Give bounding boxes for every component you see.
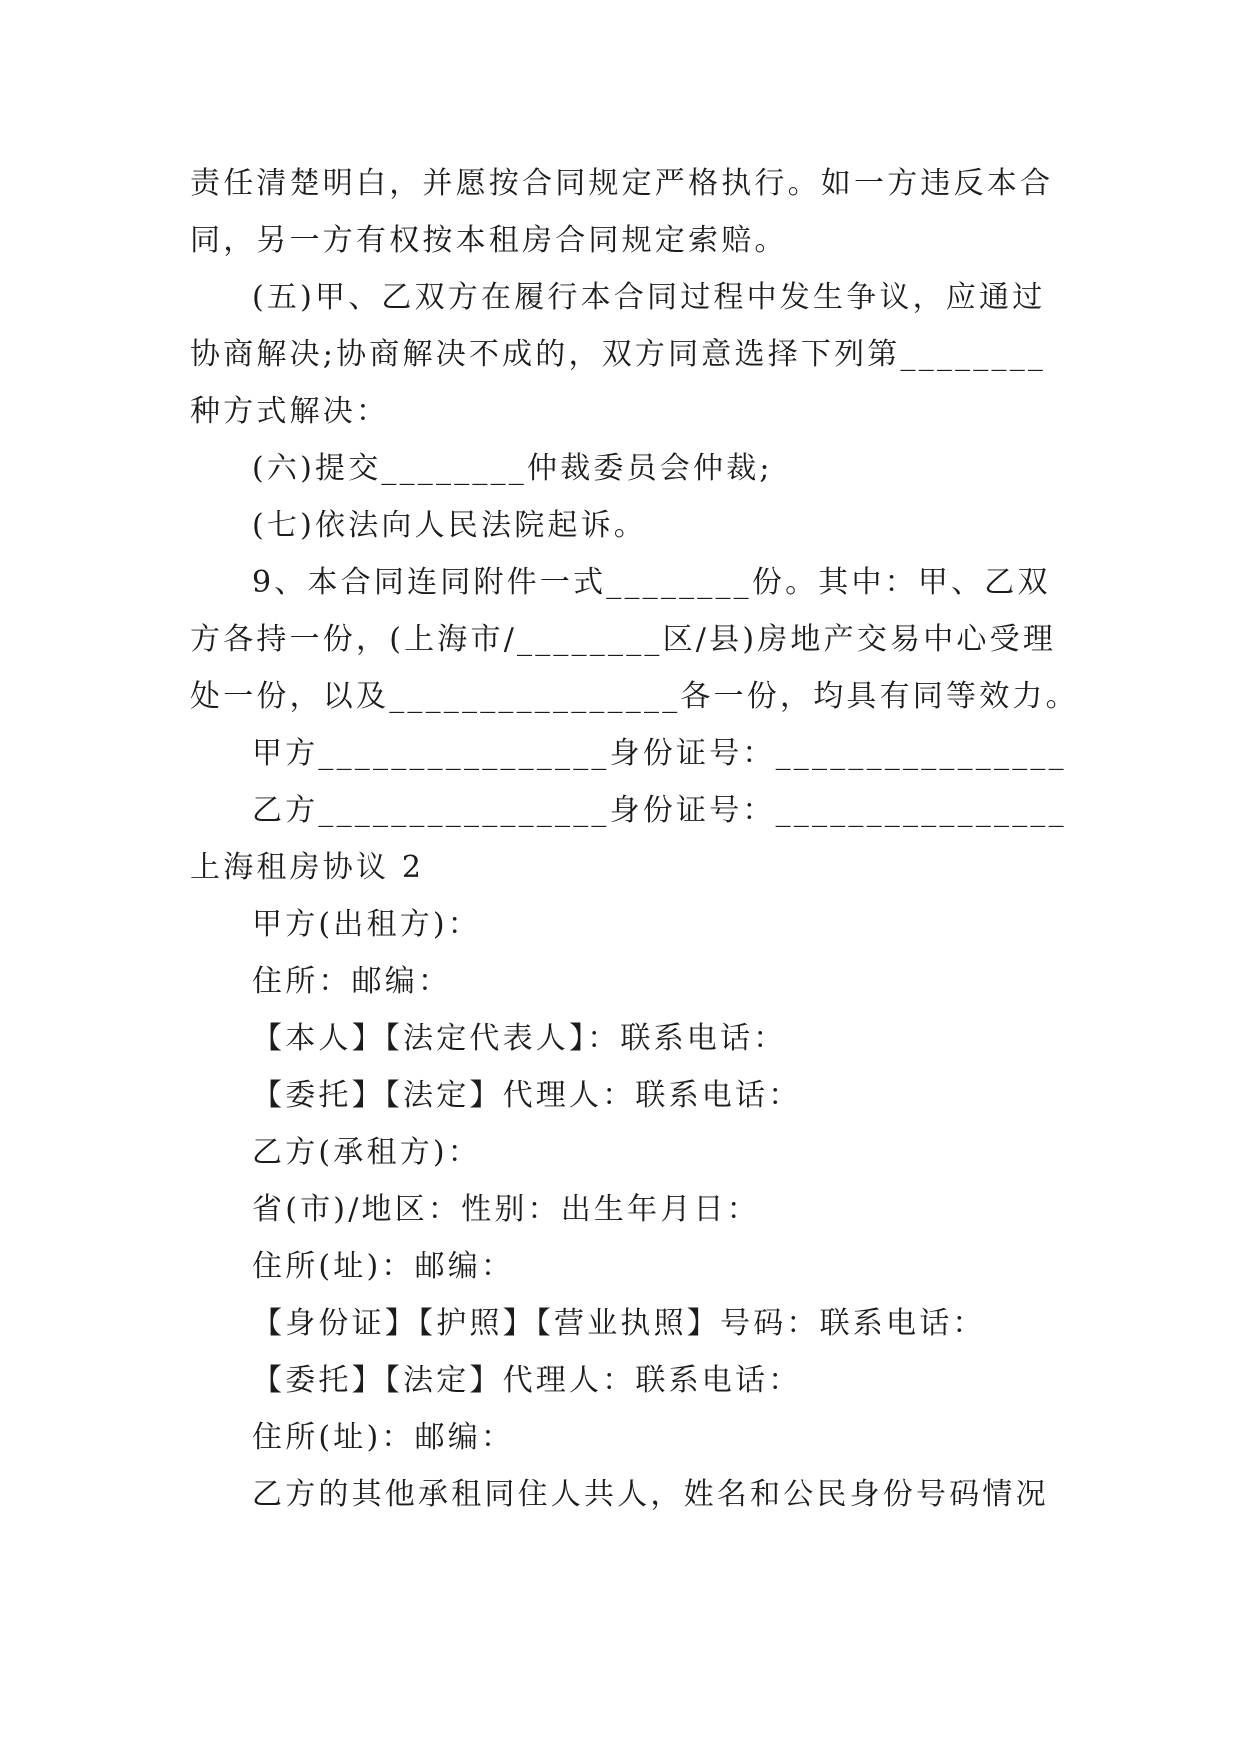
paragraph-line: 方各持一份，(上海市/________区/县)房地产交易中心受理 [190,622,1057,657]
representative-line: 【本人】【法定代表人】：联系电话： [252,1021,787,1056]
address-line: 住所：邮编： [252,964,452,999]
address-line: 住所(址)：邮编： [252,1249,515,1284]
paragraph-line: 种方式解决： [190,394,390,429]
paragraph-line: 处一份，以及________________各一份，均具有同等效力。 [190,679,1079,714]
party-b-label: 乙方(承租方)： [252,1135,482,1170]
region-line: 省(市)/地区：性别：出生年月日： [252,1192,760,1227]
paragraph-line: 同，另一方有权按本租房合同规定索赔。 [190,223,788,258]
id-number-line: 【身份证】【护照】【营业执照】号码：联系电话： [252,1306,986,1341]
party-b-signature-line: 乙方________________身份证号：________________ [252,793,1067,828]
clause-seven-line: (七)依法向人民法院起诉。 [252,508,648,543]
clause-six-line: (六)提交________仲裁委员会仲裁; [252,451,773,486]
party-a-signature-line: 甲方________________身份证号：________________ [252,736,1067,771]
address-line: 住所(址)：邮编： [252,1420,515,1455]
clause-five-line: (五)甲、乙双方在履行本合同过程中发生争议，应通过 [252,280,1046,315]
party-a-label: 甲方(出租方)： [252,907,482,942]
clause-nine-line: 9、本合同连同附件一式________份。其中：甲、乙双 [252,565,1051,600]
agent-line: 【委托】【法定】代理人：联系电话： [252,1078,802,1113]
co-tenant-line: 乙方的其他承租同住人共人，姓名和公民身份号码情况 [252,1477,1049,1512]
paragraph-line: 协商解决;协商解决不成的，双方同意选择下列第________ [190,337,1047,372]
agent-line: 【委托】【法定】代理人：联系电话： [252,1363,802,1398]
paragraph-line: 责任清楚明白，并愿按合同规定严格执行。如一方违反本合 [190,166,1054,201]
section-heading: 上海租房协议 2 [190,850,425,885]
